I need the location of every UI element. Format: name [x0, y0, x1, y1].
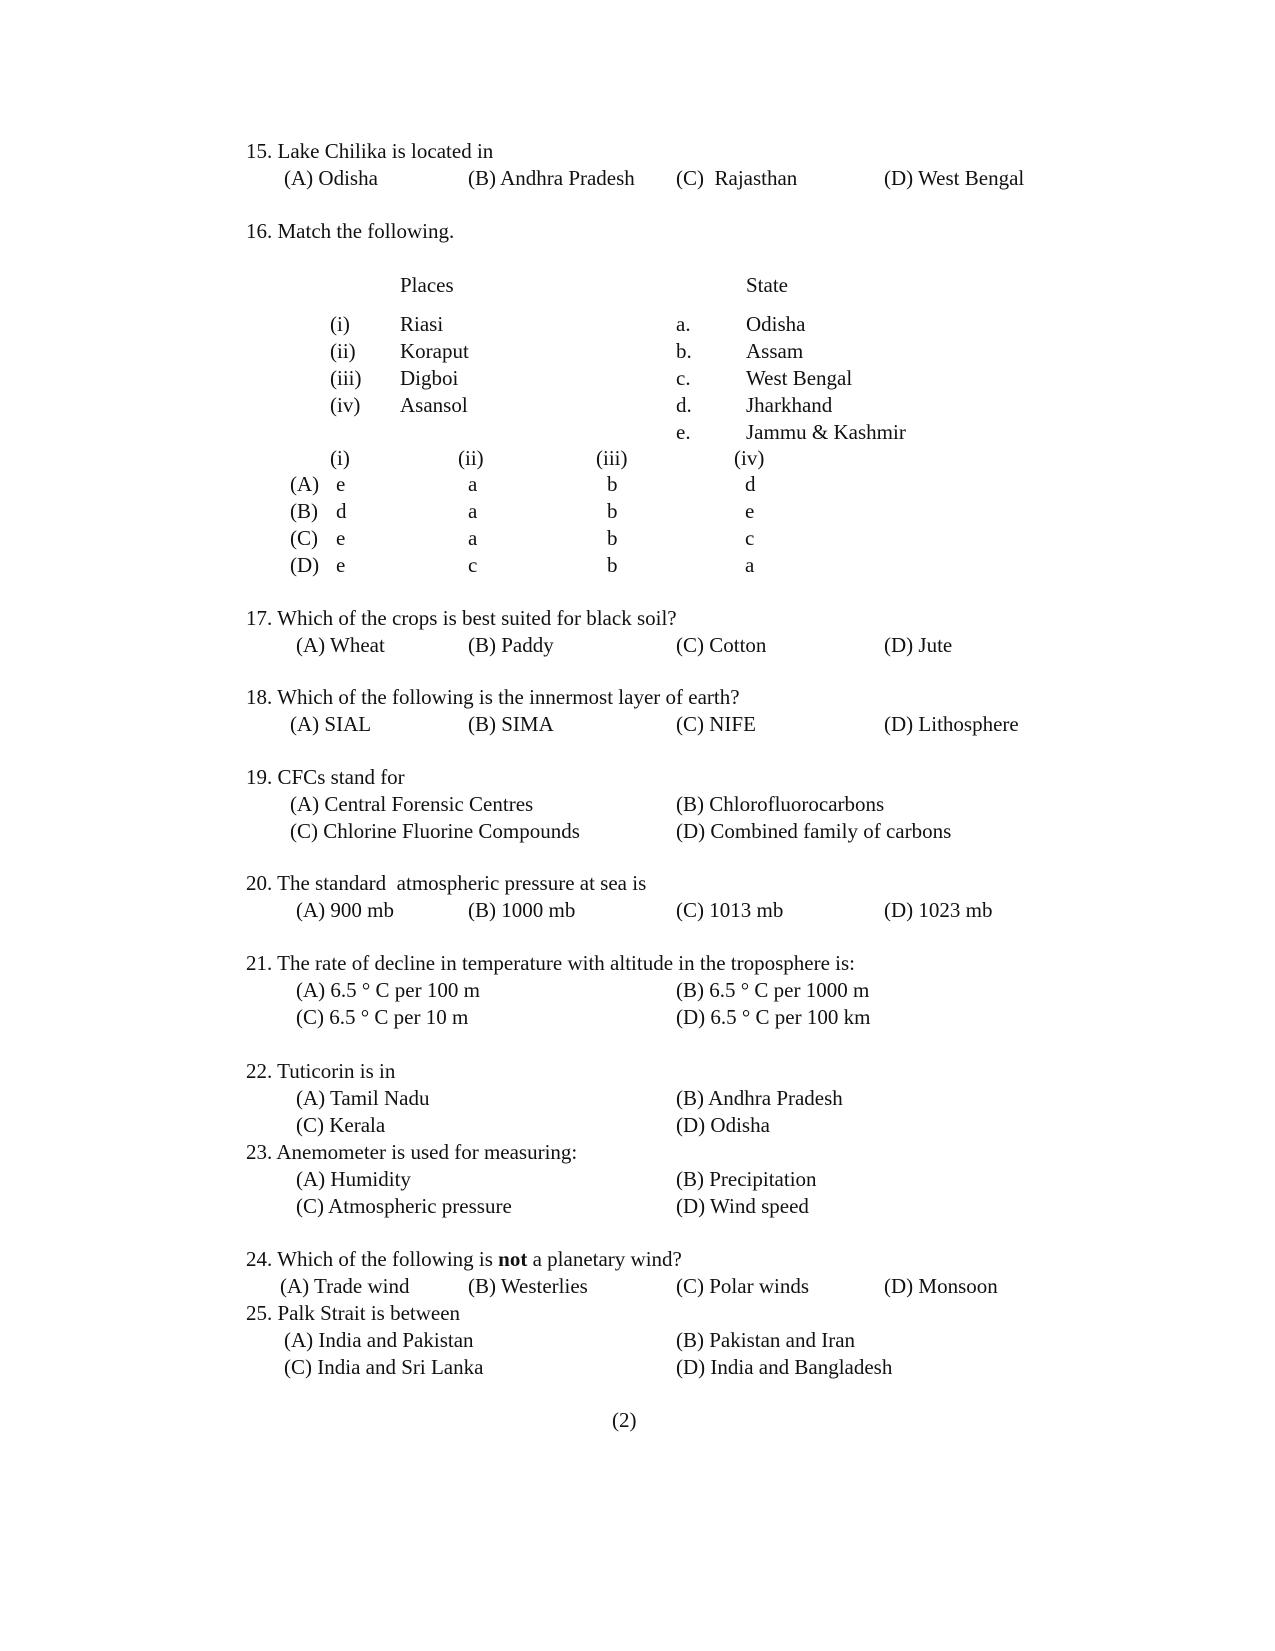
q18-option-c: (C) NIFE — [676, 712, 756, 736]
answer-label: (A) — [290, 472, 320, 496]
question-25: 25. Palk Strait is between — [246, 1301, 461, 1325]
q19-option-b: (B) Chlorofluorocarbons — [676, 792, 885, 816]
q21-option-d: (D) 6.5 ° C per 100 km — [676, 1005, 871, 1029]
q17-option-d: (D) Jute — [884, 633, 953, 657]
q21-option-a: (A) 6.5 ° C per 100 m — [296, 978, 480, 1002]
q22-option-c: (C) Kerala — [296, 1113, 386, 1137]
q25-option-c: (C) India and Sri Lanka — [284, 1355, 484, 1379]
answer-val: e — [336, 472, 346, 496]
question-16: 16. Match the following. — [246, 219, 455, 243]
question-24-text-post: a planetary wind? — [527, 1247, 682, 1271]
q18-option-a: (A) SIAL — [290, 712, 372, 736]
answer-val: b — [607, 499, 618, 523]
q24-option-d: (D) Monsoon — [884, 1274, 998, 1298]
answer-val: a — [745, 553, 755, 577]
q19-option-d: (D) Combined family of carbons — [676, 819, 952, 843]
question-17: 17. Which of the crops is best suited for black soil? — [246, 606, 677, 630]
question-20: 20. The standard atmospheric pressure at sea is — [246, 871, 647, 895]
q22-option-d: (D) Odisha — [676, 1113, 770, 1137]
state-item: Odisha — [746, 312, 806, 336]
answer-val: a — [468, 499, 478, 523]
q17-option-b: (B) Paddy — [468, 633, 554, 657]
q17-option-a: (A) Wheat — [296, 633, 385, 657]
answer-val: b — [607, 553, 618, 577]
answer-val: a — [468, 526, 478, 550]
question-24-text-pre: 24. Which of the following is — [246, 1247, 499, 1271]
answer-val: d — [745, 472, 756, 496]
q15-option-b: (B) Andhra Pradesh — [468, 166, 635, 190]
q20-option-d: (D) 1023 mb — [884, 898, 993, 922]
answer-val: e — [745, 499, 755, 523]
q25-option-a: (A) India and Pakistan — [284, 1328, 474, 1352]
q23-option-c: (C) Atmospheric pressure — [296, 1194, 512, 1218]
q18-option-d: (D) Lithosphere — [884, 712, 1019, 736]
answer-val: e — [336, 553, 346, 577]
question-23: 23. Anemometer is used for measuring: — [246, 1140, 578, 1164]
q21-option-b: (B) 6.5 ° C per 1000 m — [676, 978, 870, 1002]
answer-label: (C) — [290, 526, 318, 550]
q20-option-b: (B) 1000 mb — [468, 898, 576, 922]
state-letter: e. — [676, 420, 691, 444]
answer-val: b — [607, 472, 618, 496]
answer-label: (B) — [290, 499, 318, 523]
answer-val: c — [745, 526, 755, 550]
answer-col-header: (iv) — [734, 446, 765, 470]
q25-option-b: (B) Pakistan and Iran — [676, 1328, 856, 1352]
q23-option-a: (A) Humidity — [296, 1167, 411, 1191]
q24-option-a: (A) Trade wind — [280, 1274, 410, 1298]
left-numeral: (iii) — [330, 366, 362, 390]
q22-option-a: (A) Tamil Nadu — [296, 1086, 430, 1110]
state-letter: d. — [676, 393, 692, 417]
q22-option-b: (B) Andhra Pradesh — [676, 1086, 843, 1110]
state-letter: b. — [676, 339, 692, 363]
place-item: Koraput — [400, 339, 469, 363]
state-item: Assam — [746, 339, 804, 363]
state-letter: c. — [676, 366, 691, 390]
answer-val: a — [468, 472, 478, 496]
q23-option-b: (B) Precipitation — [676, 1167, 817, 1191]
answer-val: b — [607, 526, 618, 550]
q21-option-c: (C) 6.5 ° C per 10 m — [296, 1005, 469, 1029]
q20-option-c: (C) 1013 mb — [676, 898, 784, 922]
question-24-emphasis: not — [498, 1247, 528, 1271]
state-item: Jharkhand — [746, 393, 833, 417]
q20-option-a: (A) 900 mb — [296, 898, 394, 922]
places-header: Places — [400, 273, 454, 297]
q15-option-d: (D) West Bengal — [884, 166, 1025, 190]
q25-option-d: (D) India and Bangladesh — [676, 1355, 893, 1379]
answer-label: (D) — [290, 553, 320, 577]
question-15: 15. Lake Chilika is located in — [246, 139, 494, 163]
answer-col-header: (ii) — [458, 446, 484, 470]
question-19: 19. CFCs stand for — [246, 765, 405, 789]
place-item: Asansol — [400, 393, 468, 417]
q23-option-d: (D) Wind speed — [676, 1194, 809, 1218]
q15-option-a: (A) Odisha — [284, 166, 378, 190]
question-22: 22. Tuticorin is in — [246, 1059, 396, 1083]
q19-option-a: (A) Central Forensic Centres — [290, 792, 534, 816]
answer-col-header: (iii) — [596, 446, 628, 470]
state-header: State — [746, 273, 788, 297]
left-numeral: (ii) — [330, 339, 356, 363]
place-item: Digboi — [400, 366, 459, 390]
q15-option-c: (C) Rajasthan — [676, 166, 798, 190]
question-21: 21. The rate of decline in temperature with altitude in the troposphere is: — [246, 951, 855, 975]
place-item: Riasi — [400, 312, 444, 336]
q24-option-c: (C) Polar winds — [676, 1274, 809, 1298]
answer-val: e — [336, 526, 346, 550]
q17-option-c: (C) Cotton — [676, 633, 767, 657]
question-18: 18. Which of the following is the innermost layer of earth? — [246, 685, 740, 709]
state-item: West Bengal — [746, 366, 853, 390]
answer-col-header: (i) — [330, 446, 350, 470]
answer-val: d — [336, 499, 347, 523]
left-numeral: (iv) — [330, 393, 361, 417]
q19-option-c: (C) Chlorine Fluorine Compounds — [290, 819, 580, 843]
page-number: (2) — [612, 1408, 637, 1432]
q24-option-b: (B) Westerlies — [468, 1274, 588, 1298]
answer-val: c — [468, 553, 478, 577]
question-24 — [246, 1246, 682, 1272]
state-item: Jammu & Kashmir — [746, 420, 906, 444]
state-letter: a. — [676, 312, 691, 336]
left-numeral: (i) — [330, 312, 350, 336]
q18-option-b: (B) SIMA — [468, 712, 554, 736]
